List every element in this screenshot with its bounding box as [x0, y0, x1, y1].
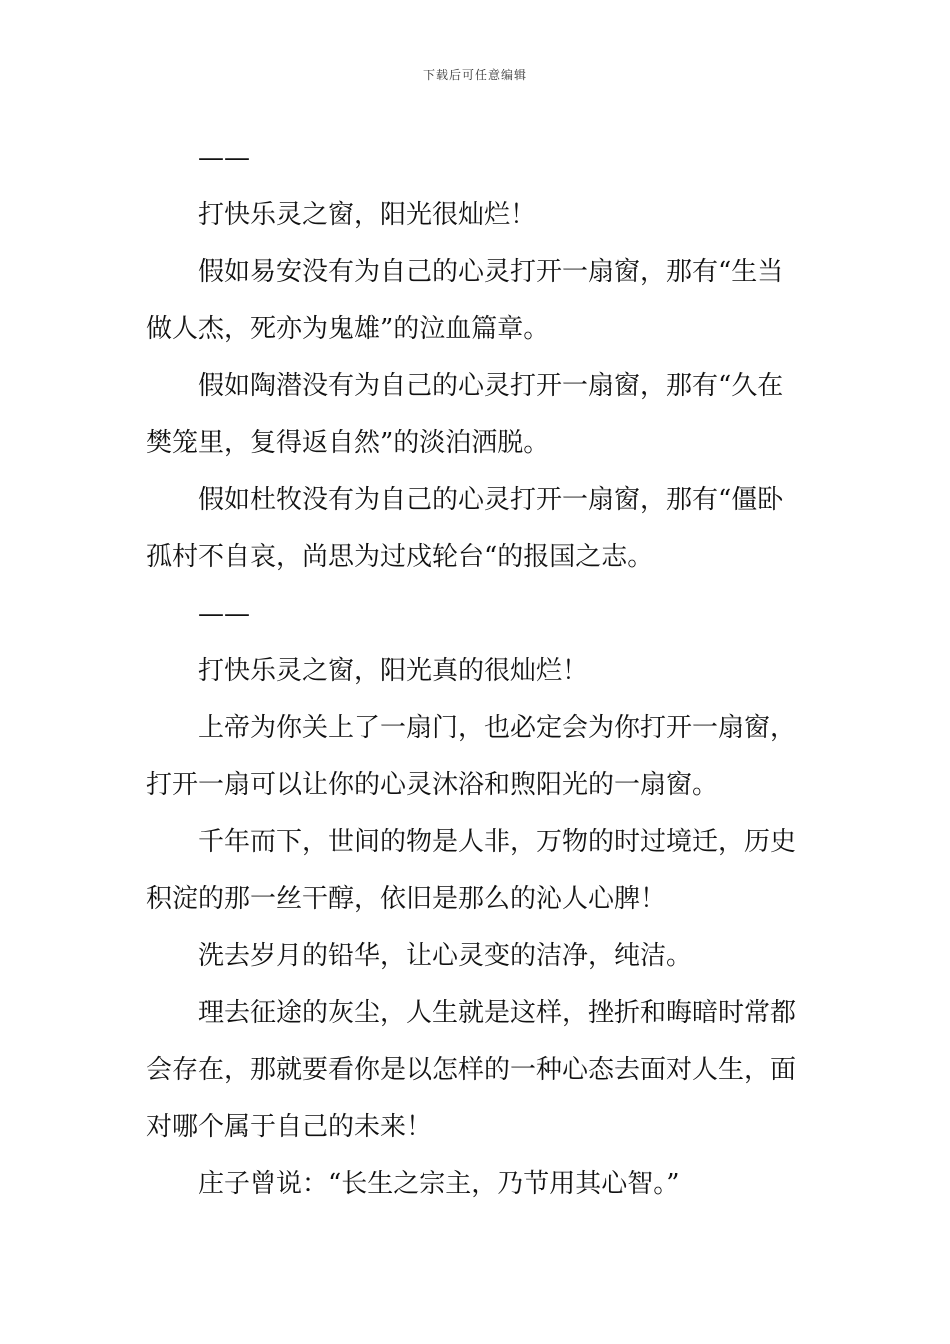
paragraph: 打快乐灵之窗，阳光很灿烂！: [198, 200, 537, 230]
document-body: [146, 130, 806, 1213]
page-header: 下载后可任意编辑: [422, 68, 527, 82]
paragraph: 上帝为你关上了一扇门，也必定会为你打开一扇窗，打开一扇可以让你的心灵沐浴和煦阳光的一扇窗。: [146, 713, 797, 800]
paragraph-dash-1: ——: [198, 143, 250, 173]
paragraph: 庄子曾说：“长生之宗主，乃节用其心智。”: [198, 1169, 680, 1199]
paragraph: 假如杜牧没有为自己的心灵打开一扇窗，那有“僵卧孤村不自哀，尚思为过戍轮台“的报国之志。: [146, 485, 784, 572]
paragraph: 假如陶潜没有为自己的心灵打开一扇窗，那有“久在樊笼里，复得返自然”的淡泊洒脱。: [146, 371, 784, 458]
paragraph: 千年而下，世间的物是人非，万物的时过境迁，历史积淀的那一丝干醇，依旧是那么的沁人心脾！: [146, 827, 797, 914]
paragraph: 洗去岁月的铅华，让心灵变的洁净，纯洁。: [198, 941, 693, 971]
paragraph: 理去征途的灰尘，人生就是这样，挫折和晦暗时常都会存在，那就要看你是以怎样的一种心态去面对人生，面对哪个属于自己的未来！: [146, 998, 797, 1142]
paragraph: 打快乐灵之窗，阳光真的很灿烂！: [198, 656, 589, 686]
paragraph: 假如易安没有为自己的心灵打开一扇窗，那有“生当做人杰，死亦为鬼雄”的泣血篇章。: [146, 257, 784, 344]
paragraph-dash-2: ——: [198, 599, 250, 629]
